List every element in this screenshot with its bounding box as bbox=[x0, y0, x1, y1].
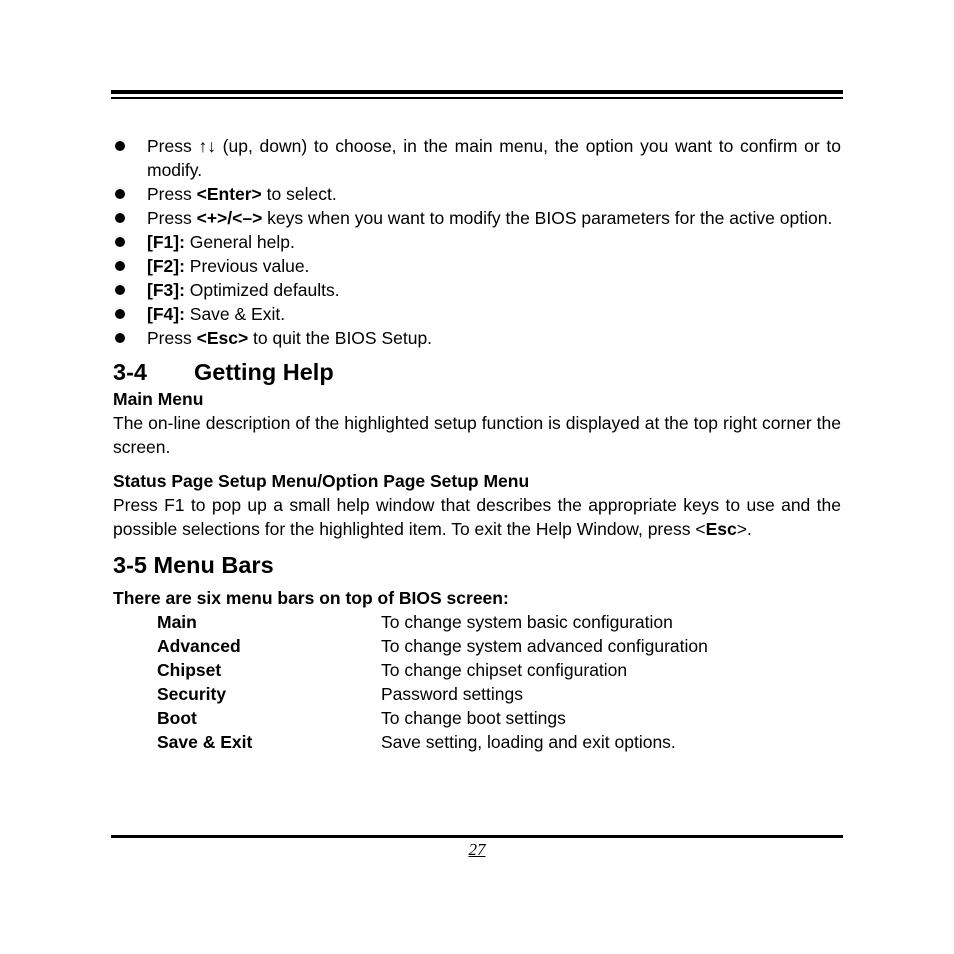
menu-name: Chipset bbox=[157, 660, 222, 680]
status-page-heading: Status Page Setup Menu/Option Page Setup Menu bbox=[113, 471, 530, 491]
bullet-icon bbox=[115, 309, 125, 319]
header-rule-thick bbox=[111, 90, 843, 94]
list-item: [F1]: General help. bbox=[113, 230, 841, 254]
table-row bbox=[157, 706, 708, 730]
bullet-icon bbox=[115, 261, 125, 271]
footer-rule bbox=[111, 835, 843, 838]
menu-name: Advanced bbox=[157, 636, 241, 656]
bullet-icon bbox=[115, 213, 125, 223]
section-heading-getting-help bbox=[113, 357, 841, 387]
section-title: Getting Help bbox=[194, 359, 334, 385]
bullet-icon bbox=[115, 141, 125, 151]
list-item: Press <Esc> to quit the BIOS Setup. bbox=[113, 326, 841, 350]
menu-description: Password settings bbox=[381, 684, 524, 704]
menu-description: Save setting, loading and exit options. bbox=[381, 732, 676, 752]
up-down-arrows-icon: ↑↓ bbox=[198, 136, 216, 156]
bullet-icon bbox=[115, 189, 125, 199]
table-row bbox=[157, 658, 708, 682]
menu-description: To change chipset configuration bbox=[381, 660, 628, 680]
table-row bbox=[157, 634, 708, 658]
bullet-icon bbox=[115, 285, 125, 295]
menu-bars-table bbox=[157, 610, 708, 754]
table-row bbox=[157, 682, 708, 706]
menu-description: To change system basic configuration bbox=[381, 612, 673, 632]
list-item: [F4]: Save & Exit. bbox=[113, 302, 841, 326]
list-item: [F3]: Optimized defaults. bbox=[113, 278, 841, 302]
bullet-icon bbox=[115, 333, 125, 343]
page-content bbox=[113, 134, 841, 754]
section-heading-menu-bars: 3-5 Menu Bars bbox=[113, 552, 274, 578]
page-number: 27 bbox=[468, 840, 486, 859]
table-row bbox=[157, 610, 708, 634]
menu-description: To change boot settings bbox=[381, 708, 566, 728]
main-menu-heading: Main Menu bbox=[113, 389, 204, 409]
menu-description: To change system advanced configuration bbox=[381, 636, 708, 656]
list-item: Press <+>/<–> keys when you want to modify the BIOS parameters for the active option. bbox=[113, 206, 841, 230]
menu-name: Security bbox=[157, 684, 227, 704]
menu-bars-intro: There are six menu bars on top of BIOS screen: bbox=[113, 588, 509, 608]
header-rule-thin bbox=[111, 97, 843, 99]
status-page-paragraph: Press F1 to pop up a small help window that describes the appropriate keys to use and the possible selections for the highlighted item. To exit the Help Window, press <Esc>. bbox=[113, 495, 841, 539]
key-usage-list bbox=[113, 134, 841, 350]
list-item: [F2]: Previous value. bbox=[113, 254, 841, 278]
menu-name: Boot bbox=[157, 708, 197, 728]
main-menu-paragraph: The on-line description of the highlighted setup function is displayed at the top right corner the screen. bbox=[113, 413, 841, 457]
bullet-icon bbox=[115, 237, 125, 247]
list-item: Press <Enter> to select. bbox=[113, 182, 841, 206]
list-item: Press ↑↓ (up, down) to choose, in the main menu, the option you want to confirm or to modify. bbox=[113, 134, 841, 182]
section-number: 3-4 bbox=[113, 359, 147, 385]
table-row bbox=[157, 730, 708, 754]
menu-name: Save & Exit bbox=[157, 732, 253, 752]
menu-name: Main bbox=[157, 612, 197, 632]
